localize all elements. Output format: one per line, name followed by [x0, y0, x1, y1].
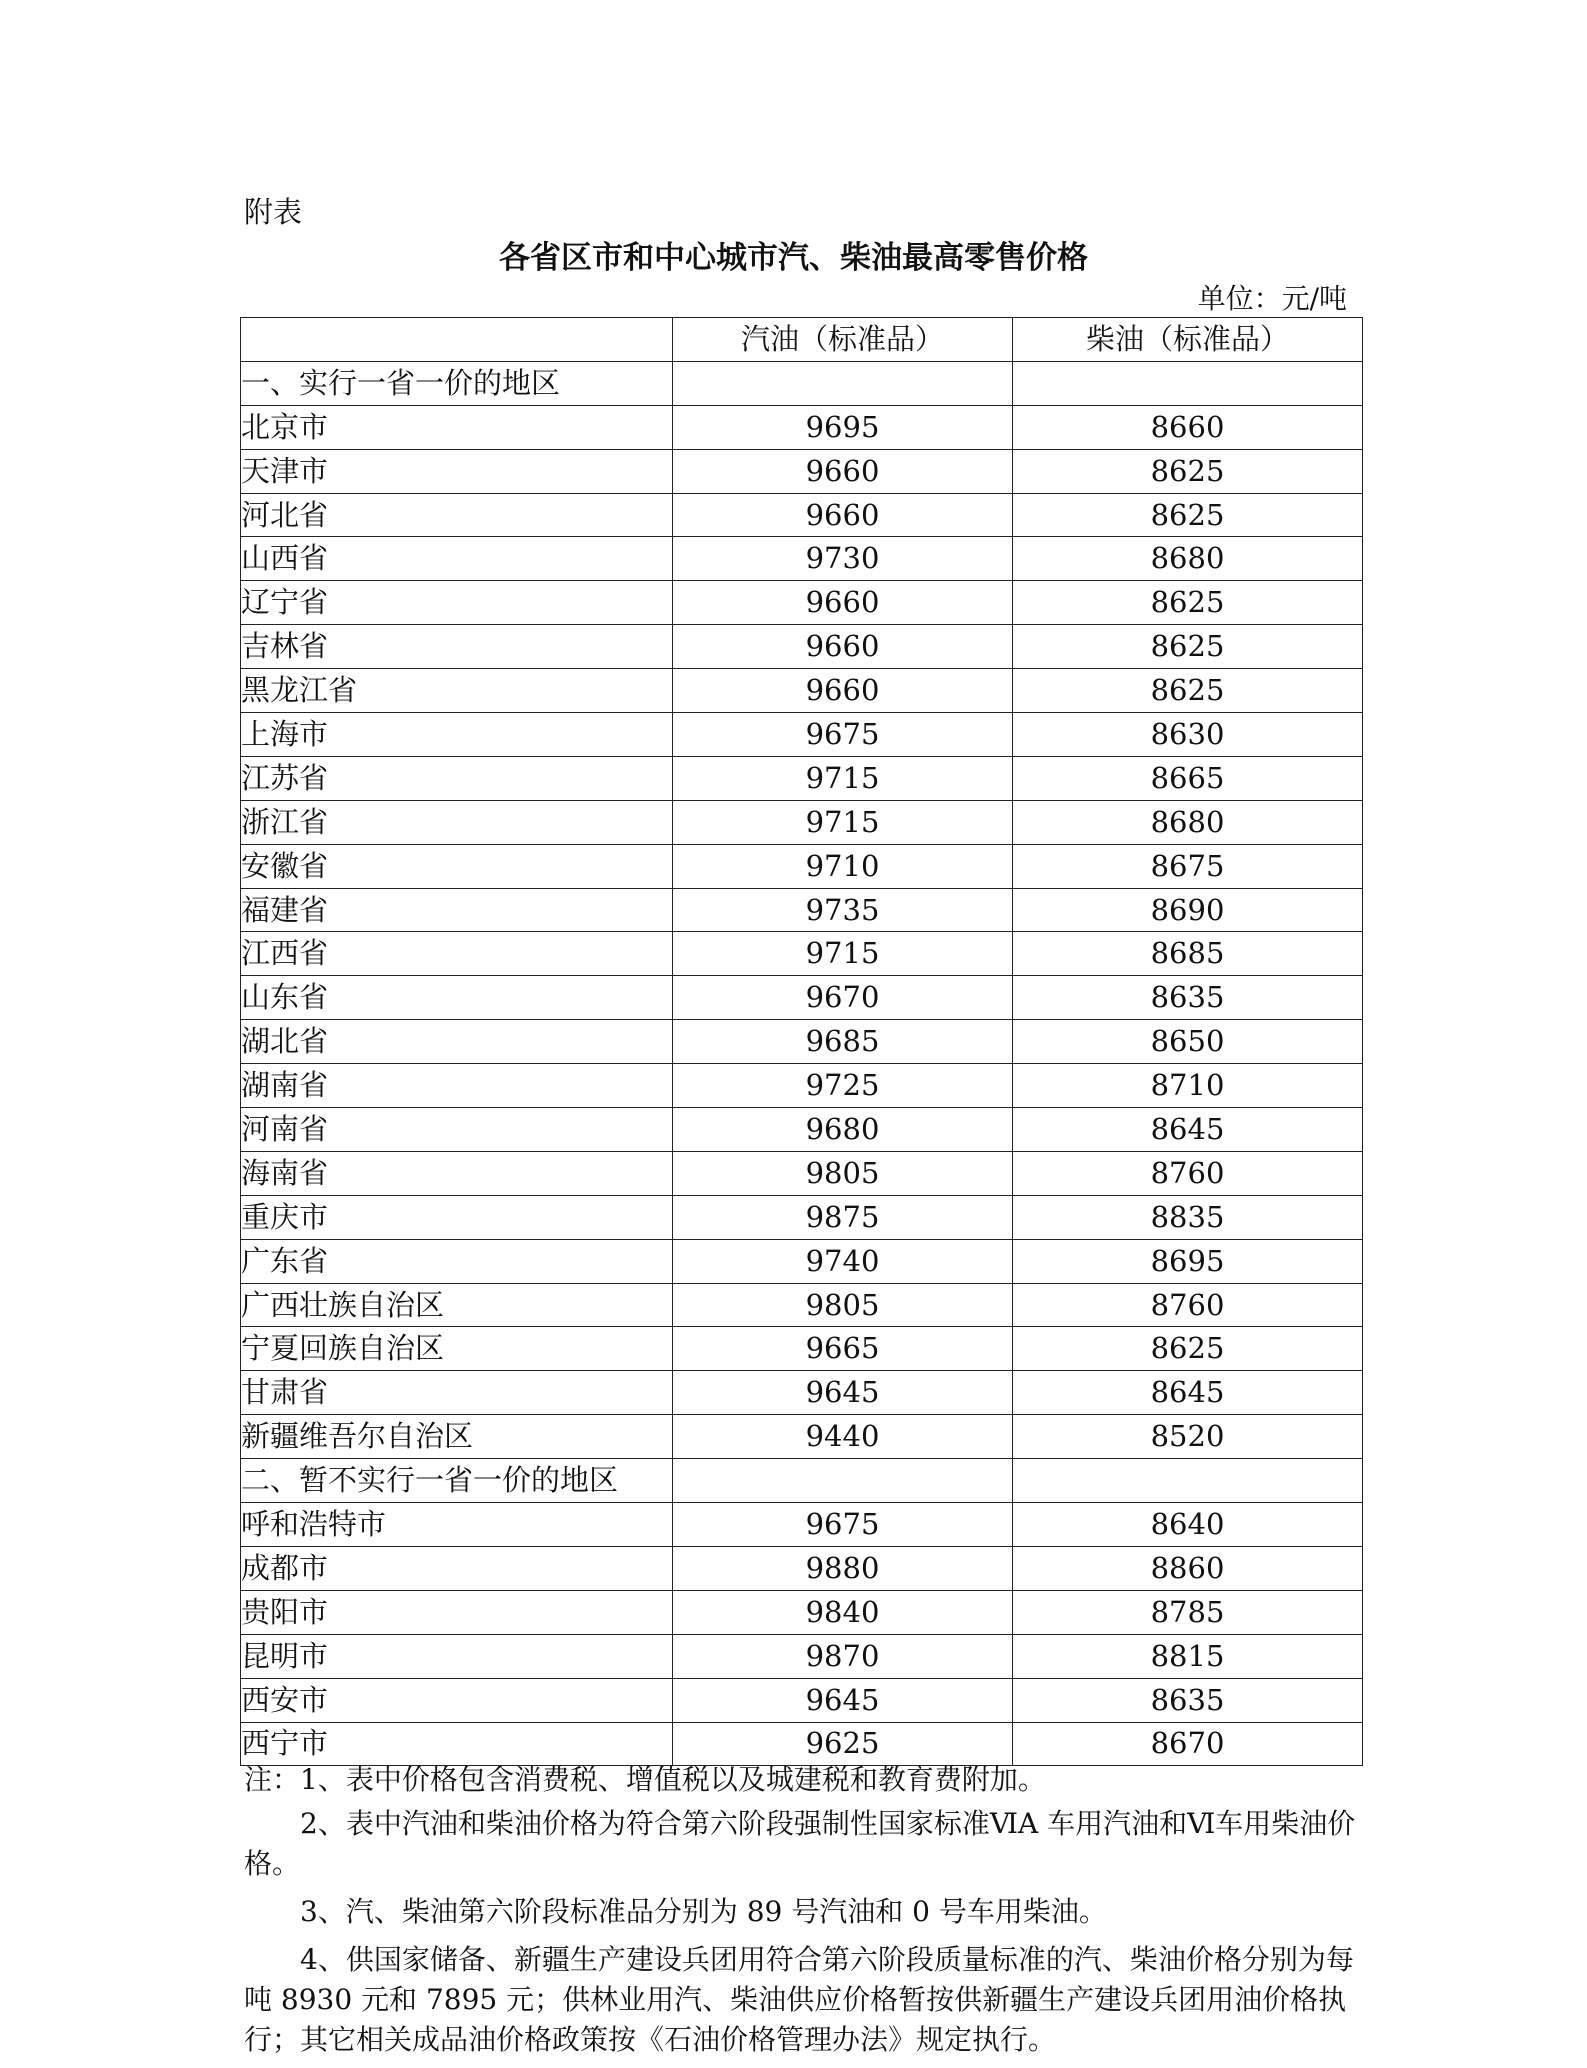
region-name: 黑龙江省	[241, 669, 673, 713]
document-title: 各省区市和中心城市汽、柴油最高零售价格	[499, 240, 1088, 276]
region-name: 江西省	[241, 932, 673, 976]
gasoline-price: 9670	[673, 976, 1013, 1020]
diesel-price: 8625	[1013, 669, 1363, 713]
table-row	[241, 1415, 1363, 1459]
gasoline-price: 9715	[673, 756, 1013, 800]
region-name: 江苏省	[241, 756, 673, 800]
unit-label: 单位：元/吨	[1197, 282, 1347, 315]
diesel-price: 8635	[1013, 1678, 1363, 1722]
region-name: 河南省	[241, 1108, 673, 1152]
gasoline-price: 9735	[673, 888, 1013, 932]
diesel-price: 8760	[1013, 1283, 1363, 1327]
note-1: 注：1、表中价格包含消费税、增值税以及城建税和教育费附加。	[244, 1763, 1046, 1796]
region-name: 海南省	[241, 1151, 673, 1195]
region-name: 广东省	[241, 1239, 673, 1283]
table-row	[241, 1634, 1363, 1678]
notes	[244, 1760, 1362, 2068]
diesel-price: 8520	[1013, 1415, 1363, 1459]
gasoline-price: 9730	[673, 537, 1013, 581]
gasoline-price: 9645	[673, 1678, 1013, 1722]
diesel-price: 8685	[1013, 932, 1363, 976]
section-gasoline-empty	[673, 1459, 1013, 1503]
gasoline-price: 9685	[673, 1020, 1013, 1064]
region-name: 甘肃省	[241, 1371, 673, 1415]
region-name: 浙江省	[241, 800, 673, 844]
region-name: 辽宁省	[241, 581, 673, 625]
table-row	[241, 1151, 1363, 1195]
gasoline-price: 9840	[673, 1590, 1013, 1634]
diesel-price: 8670	[1013, 1722, 1363, 1766]
table-row	[241, 1503, 1363, 1547]
diesel-price: 8710	[1013, 1064, 1363, 1108]
table-row	[241, 713, 1363, 757]
table-row	[241, 581, 1363, 625]
note-3: 3、汽、柴油第六阶段标准品分别为 89 号汽油和 0 号车用柴油。	[300, 1895, 1107, 1928]
note-4: 4、供国家储备、新疆生产建设兵团用符合第六阶段质量标准的汽、柴油价格分别为每吨 8930 元和 7895 元；供林业用汽、柴油供应价格暂按供新疆生产建设兵团用油价格执行；其它相关成品油价格政策按《石油价格管理办法》规定执行。	[244, 1943, 1354, 2056]
gasoline-price: 9440	[673, 1415, 1013, 1459]
diesel-price: 8785	[1013, 1590, 1363, 1634]
diesel-price: 8760	[1013, 1151, 1363, 1195]
diesel-price: 8640	[1013, 1503, 1363, 1547]
diesel-price: 8650	[1013, 1020, 1363, 1064]
gasoline-price: 9805	[673, 1283, 1013, 1327]
table-row	[241, 625, 1363, 669]
gasoline-price: 9675	[673, 1503, 1013, 1547]
gasoline-price: 9710	[673, 844, 1013, 888]
table-row	[241, 1283, 1363, 1327]
gasoline-price: 9680	[673, 1108, 1013, 1152]
region-name: 成都市	[241, 1546, 673, 1590]
gasoline-price: 9875	[673, 1195, 1013, 1239]
table-row	[241, 976, 1363, 1020]
gasoline-price: 9665	[673, 1327, 1013, 1371]
gasoline-price: 9870	[673, 1634, 1013, 1678]
section-title: 二、暂不实行一省一价的地区	[241, 1459, 673, 1503]
gasoline-price: 9660	[673, 625, 1013, 669]
price-table	[240, 317, 1363, 1766]
table-row	[241, 1371, 1363, 1415]
table-row	[241, 888, 1363, 932]
region-name: 吉林省	[241, 625, 673, 669]
attachment-label: 附表	[244, 195, 303, 229]
diesel-price: 8815	[1013, 1634, 1363, 1678]
table-row	[241, 1546, 1363, 1590]
region-name: 宁夏回族自治区	[241, 1327, 673, 1371]
region-name: 福建省	[241, 888, 673, 932]
table-row	[241, 449, 1363, 493]
diesel-price: 8675	[1013, 844, 1363, 888]
region-name: 贵阳市	[241, 1590, 673, 1634]
gasoline-price: 9805	[673, 1151, 1013, 1195]
diesel-price: 8695	[1013, 1239, 1363, 1283]
table-row	[241, 1064, 1363, 1108]
section-diesel-empty	[1013, 1459, 1363, 1503]
gasoline-price: 9645	[673, 1371, 1013, 1415]
diesel-price: 8660	[1013, 405, 1363, 449]
diesel-price: 8645	[1013, 1371, 1363, 1415]
region-name: 湖南省	[241, 1064, 673, 1108]
gasoline-price: 9740	[673, 1239, 1013, 1283]
note-2: 2、表中汽油和柴油价格为符合第六阶段强制性国家标准ⅥA 车用汽油和Ⅵ车用柴油价格。	[244, 1807, 1356, 1880]
diesel-price: 8665	[1013, 756, 1363, 800]
gasoline-price: 9715	[673, 800, 1013, 844]
table-row	[241, 669, 1363, 713]
gasoline-price: 9660	[673, 493, 1013, 537]
region-name: 昆明市	[241, 1634, 673, 1678]
header-region	[241, 318, 673, 362]
diesel-price: 8625	[1013, 1327, 1363, 1371]
region-name: 河北省	[241, 493, 673, 537]
header-diesel: 柴油（标准品）	[1013, 318, 1363, 362]
gasoline-price: 9715	[673, 932, 1013, 976]
header-gasoline: 汽油（标准品）	[673, 318, 1013, 362]
diesel-price: 8625	[1013, 625, 1363, 669]
table-row	[241, 1239, 1363, 1283]
diesel-price: 8635	[1013, 976, 1363, 1020]
diesel-price: 8860	[1013, 1546, 1363, 1590]
region-name: 山西省	[241, 537, 673, 581]
gasoline-price: 9880	[673, 1546, 1013, 1590]
region-name: 广西壮族自治区	[241, 1283, 673, 1327]
region-name: 山东省	[241, 976, 673, 1020]
table-row	[241, 756, 1363, 800]
table-row	[241, 537, 1363, 581]
table-row	[241, 1195, 1363, 1239]
gasoline-price: 9660	[673, 449, 1013, 493]
region-name: 西安市	[241, 1678, 673, 1722]
gasoline-price: 9675	[673, 713, 1013, 757]
gasoline-price: 9660	[673, 669, 1013, 713]
gasoline-price: 9660	[673, 581, 1013, 625]
table-row	[241, 1590, 1363, 1634]
table-header-row	[241, 318, 1363, 362]
diesel-price: 8625	[1013, 493, 1363, 537]
gasoline-price: 9625	[673, 1722, 1013, 1766]
diesel-price: 8690	[1013, 888, 1363, 932]
table-row	[241, 493, 1363, 537]
region-name: 安徽省	[241, 844, 673, 888]
region-name: 西宁市	[241, 1722, 673, 1766]
table-row	[241, 405, 1363, 449]
diesel-price: 8645	[1013, 1108, 1363, 1152]
diesel-price: 8630	[1013, 713, 1363, 757]
gasoline-price: 9695	[673, 405, 1013, 449]
gasoline-price: 9725	[673, 1064, 1013, 1108]
table-row	[241, 1327, 1363, 1371]
section-row	[241, 361, 1363, 405]
table-row	[241, 1020, 1363, 1064]
table-row	[241, 932, 1363, 976]
region-name: 北京市	[241, 405, 673, 449]
table-row	[241, 800, 1363, 844]
table-row	[241, 1108, 1363, 1152]
diesel-price: 8625	[1013, 449, 1363, 493]
section-title: 一、实行一省一价的地区	[241, 361, 673, 405]
diesel-price: 8680	[1013, 800, 1363, 844]
table-row	[241, 1678, 1363, 1722]
diesel-price: 8625	[1013, 581, 1363, 625]
diesel-price: 8835	[1013, 1195, 1363, 1239]
table-row	[241, 844, 1363, 888]
region-name: 天津市	[241, 449, 673, 493]
region-name: 呼和浩特市	[241, 1503, 673, 1547]
region-name: 重庆市	[241, 1195, 673, 1239]
region-name: 上海市	[241, 713, 673, 757]
region-name: 湖北省	[241, 1020, 673, 1064]
section-row	[241, 1459, 1363, 1503]
section-diesel-empty	[1013, 361, 1363, 405]
section-gasoline-empty	[673, 361, 1013, 405]
diesel-price: 8680	[1013, 537, 1363, 581]
region-name: 新疆维吾尔自治区	[241, 1415, 673, 1459]
